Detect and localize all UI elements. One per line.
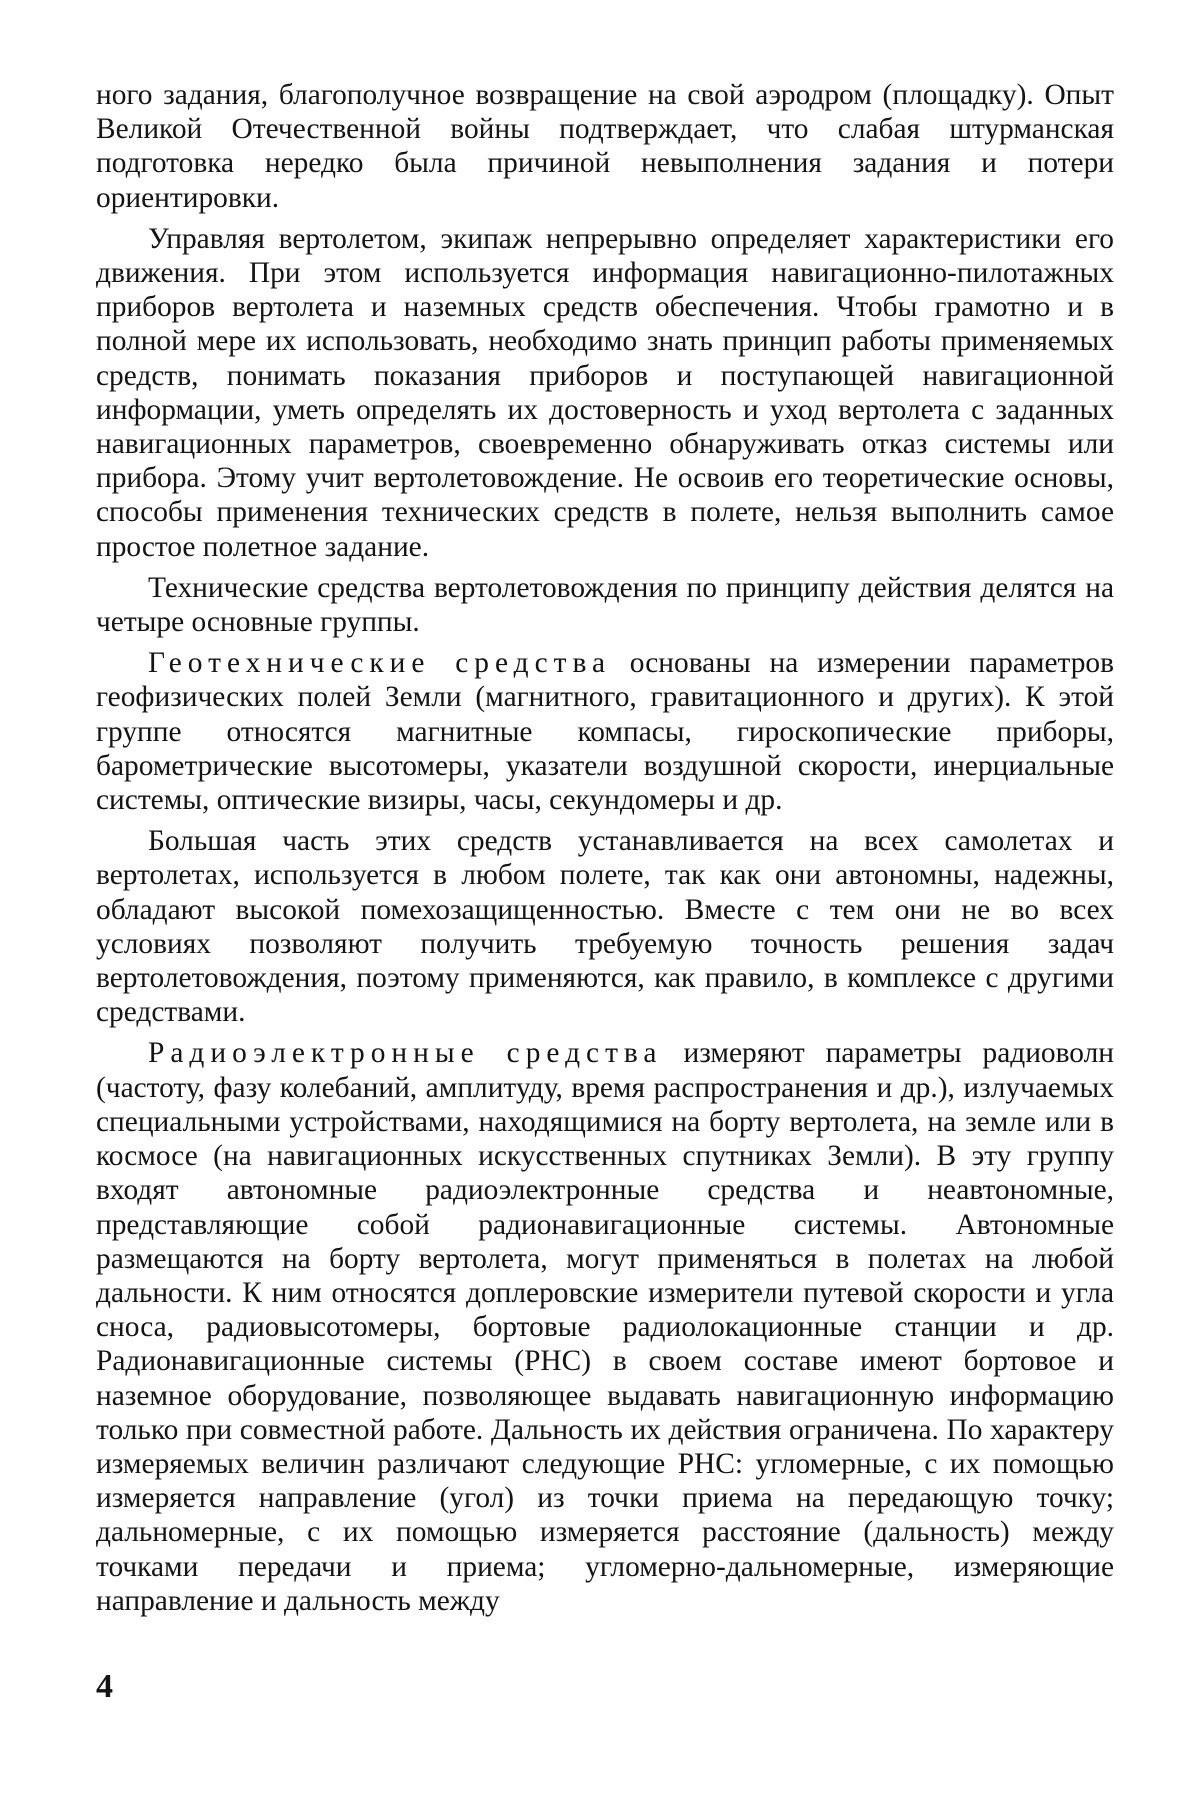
paragraph-6-text: измеряют параметры радиоволн (частоту, фазу колебаний, амплитуду, время распространения и др.), излучаемых специальными устройствами, находящимися на борту вертолета, на земле или в космосе (на навигационных искусственных спутниках Земли). В эту группу входят автономные радиоэлектронные средства и неавтономные, представляющие собой радионавигационные системы. Автономные размещаются на борту вертолета, могут применяться в полетах на любой дальности. К ним относятся доплеровские измерители путевой скорости и угла сноса, радиовысотомеры, бортовые радиолокационные станции и др. Радионавигационные системы (РНС) в своем составе имеют бортовое и наземное оборудование, позволяющее выдавать навигационную информацию только при совместной работе. Дальность их действия ограничена. По характеру измеряемых величин различают следующие РНС: угломерные, с их помощью измеряется направление (угол) из точки приема на передающую точку; дальномерные, с их помощью измеряется расстояние (дальность) между точками передачи и приема; угломерно-дальномерные, измеряющие направление и дальность между — [96, 1037, 1114, 1617]
paragraph-4 — [96, 646, 1114, 817]
paragraph-3 — [96, 571, 1114, 639]
paragraph-5 — [96, 824, 1114, 1029]
paragraph-6 — [96, 1036, 1114, 1617]
paragraph-6-term: Радиоэлектронные средства — [148, 1037, 663, 1070]
paragraph-5-text: Большая часть этих средств устанавливается на всех самолетах и вертолетах, используется в любом полете, так как они автономны, надежны, обладают высокой помехозащищенностью. Вместе с тем они не во всех условиях позволяют получить требуемую точность решения задач вертолетовождения, поэтому применяются, как правило, в комплексе с другими средствами. — [96, 825, 1114, 1029]
paragraph-4-term: Геотехнические средства — [148, 647, 611, 680]
paragraph-3-text: Технические средства вертолетовождения по принципу действия делятся на четыре основные группы. — [96, 571, 1114, 639]
page-number: 4 — [96, 1668, 113, 1705]
paragraph-4-text: основаны на измерении параметров геофизических полей Земли (магнитного, гравитационного и других). К этой группе относятся магнитные компасы, гироскопические приборы, барометрические высотомеры, указатели воздушной скорости, инерциальные системы, оптические визиры, часы, секундомеры и др. — [96, 647, 1114, 817]
paragraph-1 — [96, 78, 1114, 215]
paragraph-2-text: Управляя вертолетом, экипаж непрерывно определяет характеристики его движения. При этом используется информация навигационно-пилотажных приборов вертолета и наземных средств обеспечения. Чтобы грамотно и в полной мере их использовать, необходимо знать принцип работы применяемых средств, понимать показания приборов и поступающей навигационной информации, уметь определять их достоверность и уход вертолета с заданных навигационных параметров, своевременно обнаруживать отказ системы или прибора. Этому учит вертолетовождение. Не освоив его теоретические основы, способы применения технических средств в полете, нельзя выполнить самое простое полетное задание. — [96, 222, 1114, 563]
paragraph-2 — [96, 222, 1114, 564]
page-text — [96, 78, 1114, 1625]
paragraph-1-text: ного задания, благополучное возвращение на свой аэродром (площадку). Опыт Великой Отечественной войны подтверждает, что слабая штурманская подготовка нередко была причиной невыполнения задания и потери ориентировки. — [96, 79, 1114, 214]
